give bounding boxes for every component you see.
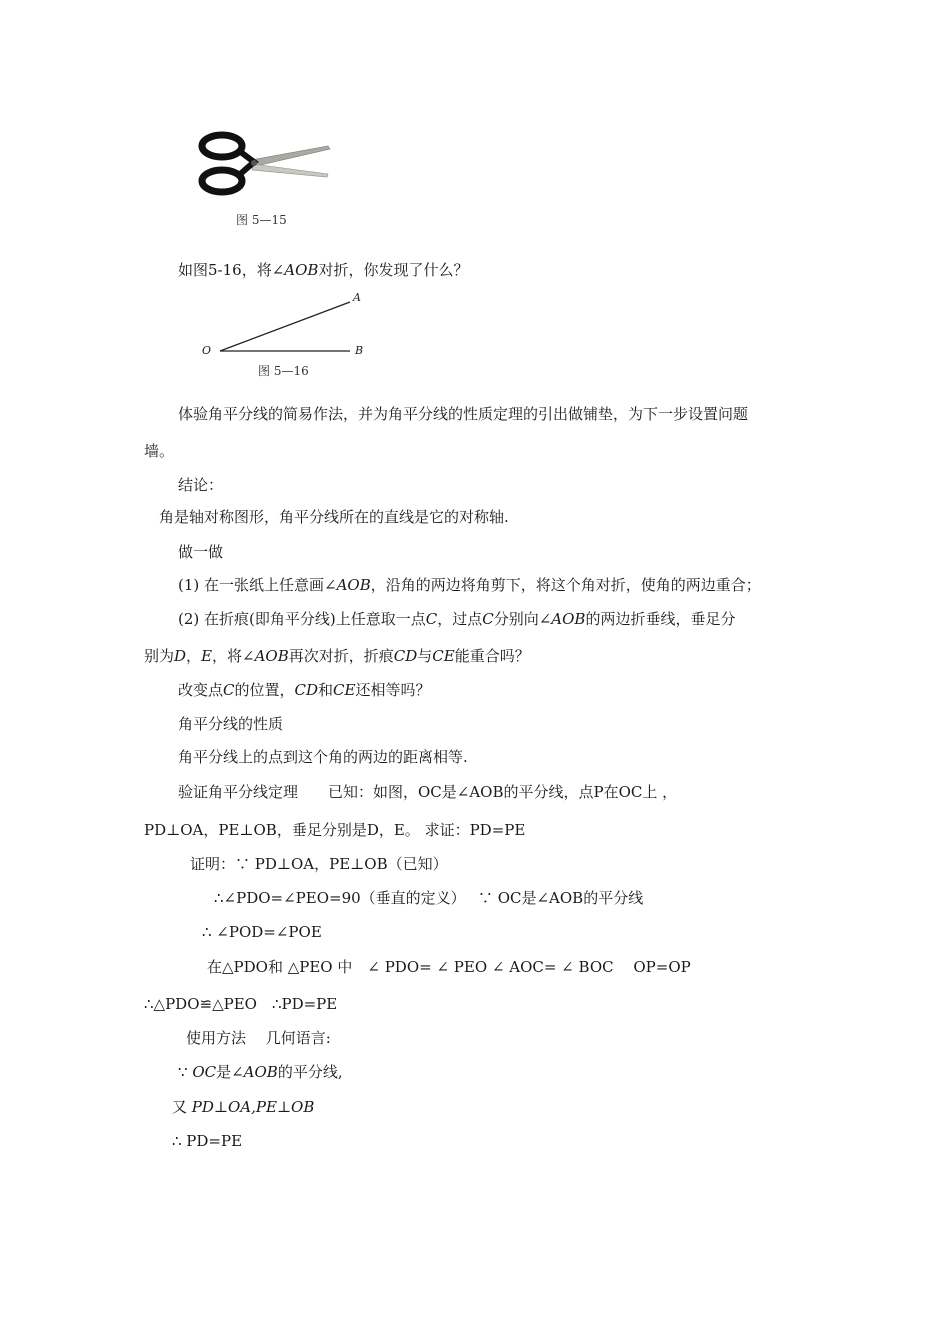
- activity-heading: 做一做: [178, 543, 224, 561]
- math-ce: CE: [432, 647, 455, 665]
- property-text: 角平分线上的点到这个角的两边的距离相等.: [178, 748, 468, 766]
- proof-line-4: 在△PDO和 △PEO 中 ∠ PDO= ∠ PEO ∠ AOC= ∠ BOC OP=OP: [207, 958, 691, 976]
- text: 对折，你发现了什么？: [318, 261, 469, 279]
- text: ，将∠: [212, 647, 255, 665]
- text: 改变点: [178, 681, 224, 699]
- math-ce: CE: [333, 681, 356, 699]
- text: 再次对折，折痕: [288, 647, 394, 665]
- math-c: C: [425, 610, 438, 628]
- text: (2) 在折痕(即角平分线)上任意取一点: [178, 610, 426, 628]
- text: 分别向∠: [493, 610, 552, 628]
- verify-given: 验证角平分线定理 已知：如图，OC是∠AOB的平分线，点P在OC上 ，: [178, 783, 678, 801]
- math-aob: AOB: [551, 610, 586, 628]
- activity-change-point: [178, 680, 431, 700]
- math-aob: AOB: [284, 261, 319, 279]
- proof-conclusion: ∴△PDO≌△PEO ∴PD=PE: [144, 995, 338, 1013]
- text: 又: [172, 1098, 192, 1116]
- paragraph-fold-question: [178, 260, 468, 280]
- text: 和: [318, 681, 334, 699]
- label-o: O: [202, 344, 212, 357]
- figure-caption-5-16: 图 5—16: [258, 364, 309, 378]
- math-oc: OC: [192, 1063, 217, 1081]
- text: (1) 在一张纸上任意画∠: [178, 576, 337, 594]
- figure-caption-5-15: 图 5—15: [236, 213, 287, 227]
- verify-given-cont: PD⊥OA，PE⊥OB，垂足分别是D，E。 求证：PD=PE: [144, 821, 526, 839]
- text: 与: [417, 647, 433, 665]
- paragraph-experience-cont: 墙。: [144, 442, 175, 460]
- activity-step-2: [178, 609, 735, 629]
- math-cd: CD: [393, 647, 418, 665]
- proof-line-1: 证明：∵ PD⊥OA，PE⊥OB（已知）: [190, 855, 448, 873]
- math-c: C: [223, 681, 235, 699]
- text: 能重合吗？: [454, 647, 530, 665]
- activity-step-2-cont: [144, 646, 530, 666]
- text: 还相等吗？: [355, 681, 431, 699]
- text: 的两边折垂线，垂足分: [585, 610, 736, 628]
- math-d: D: [174, 647, 187, 665]
- math-aob: AOB: [243, 1063, 278, 1081]
- text: ∵: [178, 1063, 193, 1081]
- text: 的位置，: [234, 681, 295, 699]
- math-aob: AOB: [254, 647, 289, 665]
- usage-line-2: [172, 1097, 314, 1117]
- text: 别为: [144, 647, 175, 665]
- usage-line-1: [178, 1062, 343, 1082]
- activity-step-1: [178, 575, 761, 595]
- usage-line-3: ∴ PD=PE: [172, 1132, 243, 1150]
- scissors-blade-upper: [251, 146, 330, 166]
- scissors-handle-bottom: [202, 170, 242, 192]
- angle-aob-figure: [198, 288, 368, 358]
- label-b: B: [355, 344, 364, 357]
- text: 是∠: [216, 1063, 244, 1081]
- ray-oa: [220, 302, 350, 351]
- text: ，: [186, 647, 202, 665]
- label-a: A: [353, 291, 361, 304]
- scissors-handle-top: [202, 135, 242, 157]
- math-e: E: [201, 647, 213, 665]
- math-cd: CD: [294, 681, 319, 699]
- scissors-pivot: [251, 160, 257, 166]
- proof-line-2: ∴∠PDO=∠PEO=90（垂直的定义） ∵ OC是∠AOB的平分线: [214, 889, 644, 907]
- scissors-blade-lower: [252, 164, 328, 177]
- math-c: C: [482, 610, 494, 628]
- usage-heading: 使用方法 几何语言:: [186, 1029, 331, 1047]
- proof-line-3: ∴ ∠POD=∠POE: [202, 923, 322, 941]
- text: 如图5-16，将∠: [178, 261, 285, 279]
- property-heading: 角平分线的性质: [178, 715, 284, 733]
- paragraph-experience: 体验角平分线的简易作法，并为角平分线的性质定理的引出做铺垫，为下一步设置问题: [178, 405, 749, 423]
- text: ，沿角的两边将角剪下，将这个角对折，使角的两边重合；: [370, 576, 761, 594]
- conclusion-heading: 结论：: [178, 476, 224, 494]
- scissors-figure: [196, 124, 336, 204]
- math-perpendiculars: PD⊥OA,PE⊥OB: [191, 1098, 315, 1116]
- conclusion-text: 角是轴对称图形，角平分线所在的直线是它的对称轴.: [159, 508, 509, 526]
- text: ，过点: [437, 610, 483, 628]
- math-aob: AOB: [336, 576, 371, 594]
- text: 的平分线,: [277, 1063, 343, 1081]
